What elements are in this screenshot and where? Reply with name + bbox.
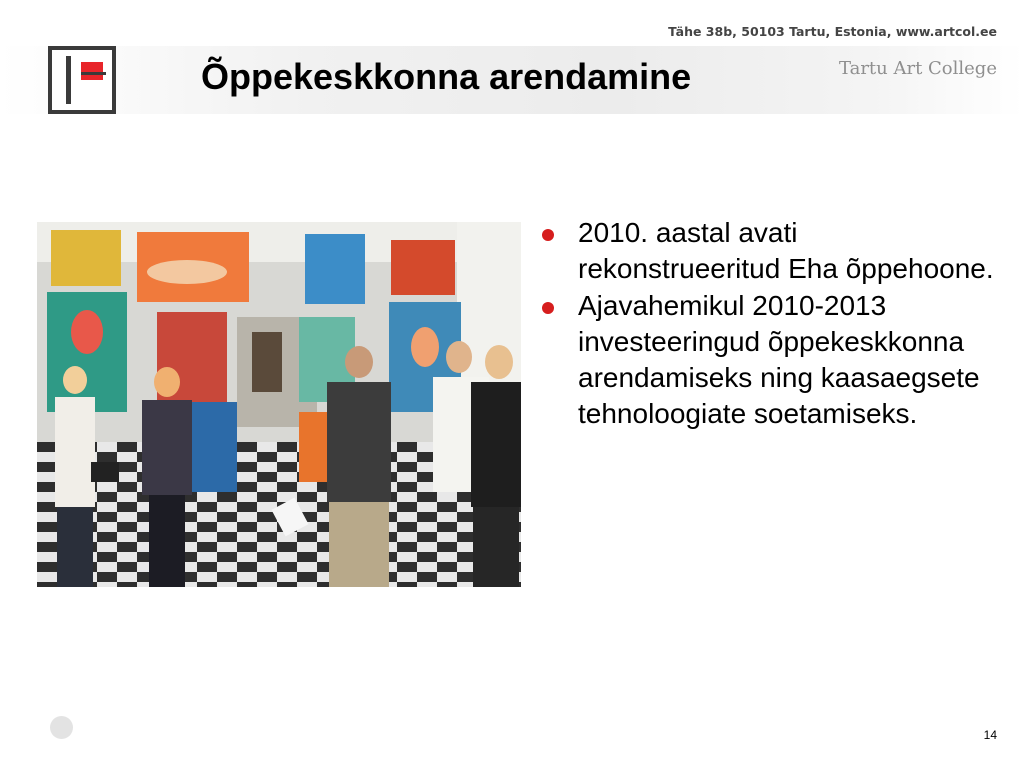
logo-bar	[66, 56, 71, 104]
logo-dash	[81, 72, 106, 75]
bullet-dot-icon	[542, 302, 554, 314]
page-number: 14	[983, 728, 997, 742]
college-logo-icon	[48, 46, 116, 114]
circle-nav-icon[interactable]	[50, 716, 73, 739]
bullet-text: Ajavahemikul 2010-2013 investeeringud õppekeskkonna arendamiseks ning kaasaegsete tehnoloogiate soetamiseks.	[578, 290, 980, 429]
bullet-dot-icon	[542, 229, 554, 241]
bullet-item	[540, 215, 1000, 287]
bullet-text: 2010. aastal avati rekonstrueeritud Eha õppehoone.	[578, 217, 994, 284]
bullet-item	[540, 288, 1000, 432]
gallery-photo-illustration	[37, 222, 521, 587]
gallery-photo	[37, 222, 521, 587]
college-name: Tartu Art College	[838, 58, 997, 79]
bullet-list	[540, 215, 1000, 433]
header-address: Tähe 38b, 50103 Tartu, Estonia, www.artcol.ee	[668, 24, 997, 39]
logo-red-square	[81, 62, 103, 80]
slide-title: Õppekeskkonna arendamine	[201, 56, 692, 97]
